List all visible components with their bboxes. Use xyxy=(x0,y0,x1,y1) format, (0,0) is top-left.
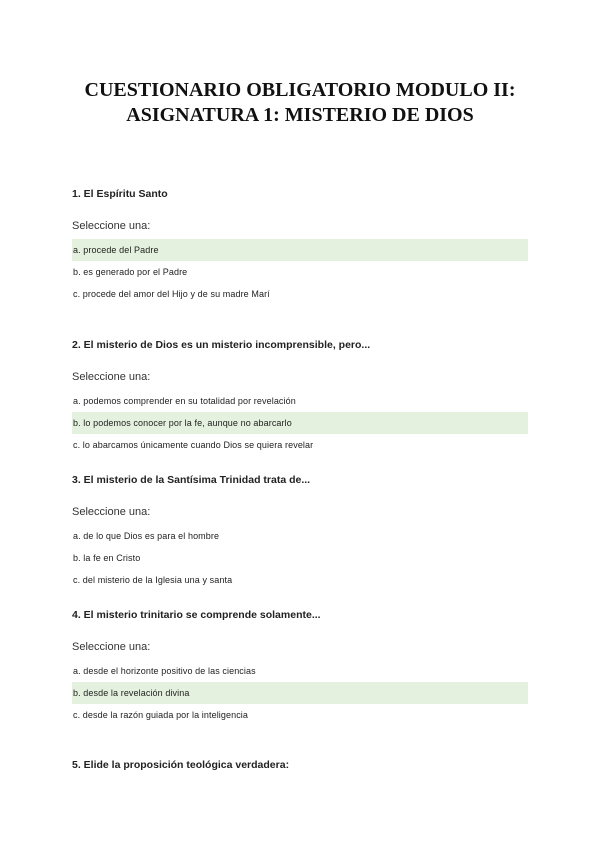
question-4 xyxy=(72,607,528,726)
option-b[interactable]: b. desde la revelación divina xyxy=(72,682,528,704)
question-title: 3. El misterio de la Santísima Trinidad trata de... xyxy=(72,474,311,486)
question-5 xyxy=(72,757,528,773)
options-list xyxy=(72,525,528,591)
question-title: 1. El Espíritu Santo xyxy=(72,188,168,200)
option-c[interactable]: c. lo abarcamos únicamente cuando Dios se quiera revelar xyxy=(73,440,314,450)
option-a[interactable]: a. procede del Padre xyxy=(72,239,528,261)
options-list xyxy=(72,660,528,726)
question-3 xyxy=(72,472,528,591)
option-b[interactable]: b. es generado por el Padre xyxy=(73,267,188,277)
option-c[interactable]: c. procede del amor del Hijo y de su madre Marí xyxy=(73,289,270,299)
option-c[interactable]: c. del misterio de la Iglesia una y santa xyxy=(73,575,233,585)
question-title: 5. Elide la proposición teológica verdadera: xyxy=(72,759,290,771)
option-b[interactable]: b. lo podemos conocer por la fe, aunque no abarcarlo xyxy=(72,412,528,434)
option-a[interactable]: a. de lo que Dios es para el hombre xyxy=(73,531,220,541)
title-line-2: ASIGNATURA 1: MISTERIO DE DIOS xyxy=(126,104,474,126)
options-list xyxy=(72,390,528,456)
option-a[interactable]: a. podemos comprender en su totalidad por revelación xyxy=(73,396,296,406)
select-prompt: Seleccione una: xyxy=(72,371,151,383)
options-list xyxy=(72,239,528,305)
title-line-1: CUESTIONARIO OBLIGATORIO MODULO II: xyxy=(84,79,516,101)
select-prompt: Seleccione una: xyxy=(72,506,151,518)
option-c[interactable]: c. desde la razón guiada por la inteligencia xyxy=(73,710,249,720)
option-a[interactable]: a. desde el horizonte positivo de las ciencias xyxy=(73,666,256,676)
document-title xyxy=(0,78,600,128)
option-b[interactable]: b. la fe en Cristo xyxy=(73,553,141,563)
select-prompt: Seleccione una: xyxy=(72,220,151,232)
select-prompt: Seleccione una: xyxy=(72,641,151,653)
question-title: 4. El misterio trinitario se comprende solamente... xyxy=(72,609,321,621)
question-2 xyxy=(72,337,528,456)
question-1 xyxy=(72,186,528,305)
question-title: 2. El misterio de Dios es un misterio incomprensible, pero... xyxy=(72,339,371,351)
